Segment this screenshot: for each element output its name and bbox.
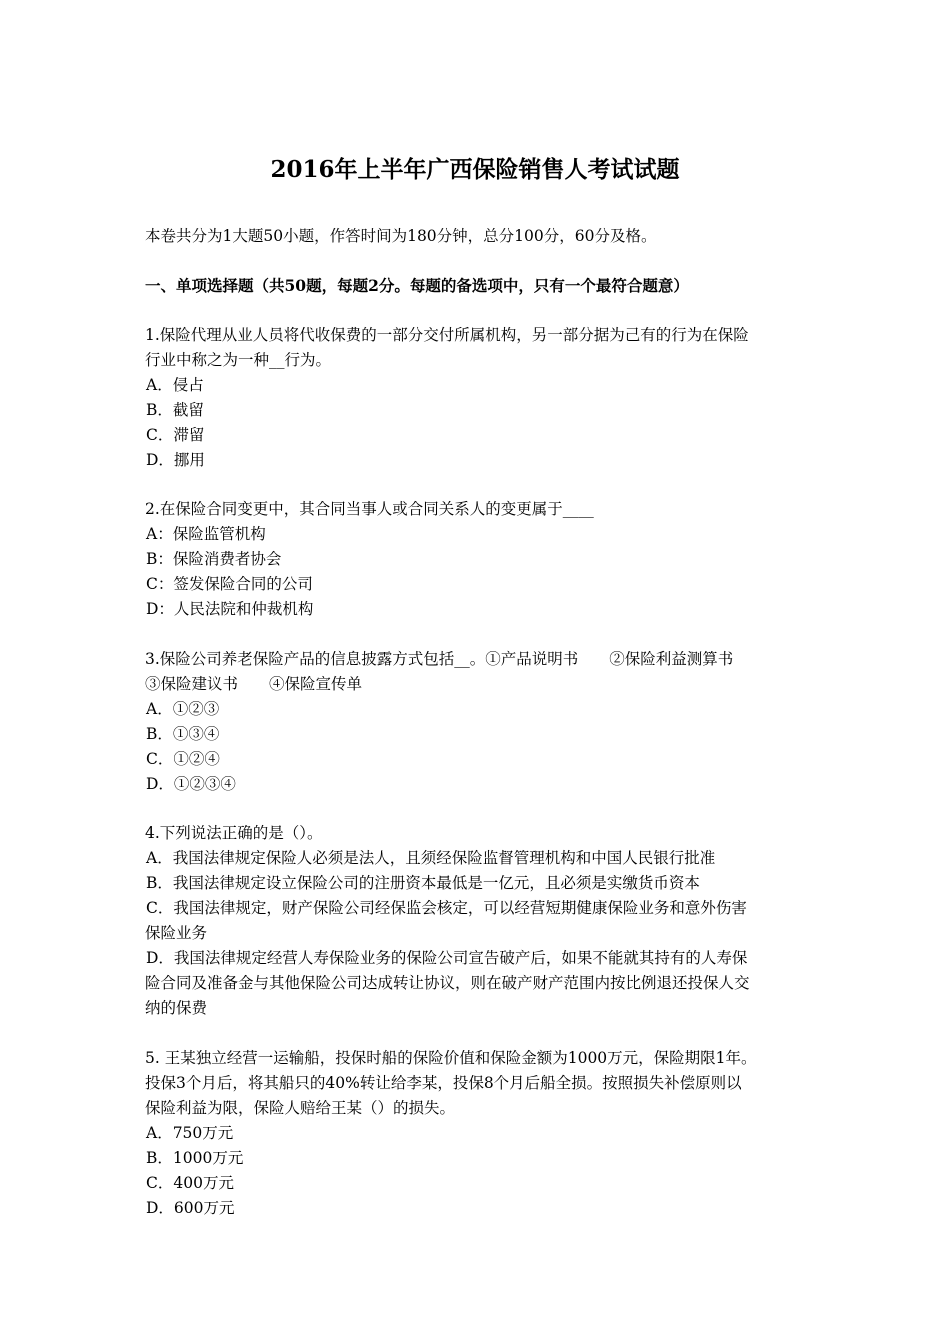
exam-intro: 本卷共分为1大题50小题，作答时间为180分钟，总分100分，60分及格。: [145, 227, 657, 245]
question-1-option-b: B．截留: [146, 401, 204, 419]
question-3-option-b: B．①③④: [146, 725, 220, 743]
question-1-line-2: 行业中称之为一种__行为。: [145, 351, 332, 369]
question-4-option-c: C．我国法律规定，财产保险公司经保监会核定，可以经营短期健康保险业务和意外伤害: [146, 899, 747, 917]
question-5-option-d: D．600万元: [146, 1199, 235, 1217]
question-5-line-1: 5. 王某独立经营一运输船，投保时船的保险价值和保险金额为1000万元，保险期限1年。: [145, 1049, 757, 1067]
question-2-option-c: C：签发保险合同的公司: [146, 575, 313, 593]
question-4-option-d: D．我国法律规定经营人寿保险业务的保险公司宣告破产后，如果不能就其持有的人寿保: [146, 949, 748, 967]
document-title: 2016年上半年广西保险销售人考试试题: [270, 156, 680, 183]
question-5-option-a: A．750万元: [146, 1124, 234, 1142]
question-1-option-a: A．侵占: [146, 376, 204, 394]
question-3-line-2: ③保险建议书 ④保险宣传单: [145, 675, 363, 693]
question-2-line-1: 2.在保险合同变更中，其合同当事人或合同关系人的变更属于____: [145, 500, 594, 518]
question-3-option-a: A．①②③: [146, 700, 220, 718]
question-4-option-d-cont-2: 纳的保费: [145, 999, 208, 1017]
question-2-option-b: B：保险消费者协会: [146, 550, 282, 568]
question-3-option-d: D．①②③④: [146, 775, 236, 793]
question-5-option-b: B．1000万元: [146, 1149, 244, 1167]
question-1-option-d: D．挪用: [146, 451, 205, 469]
question-1-line-1: 1.保险代理从业人员将代收保费的一部分交付所属机构，另一部分据为己有的行为在保险: [145, 326, 749, 344]
section-header: 一、单项选择题（共50题，每题2分。每题的备选项中，只有一个最符合题意）: [145, 276, 689, 295]
question-4-option-d-cont-1: 险合同及准备金与其他保险公司达成转让协议，则在破产财产范围内按比例退还投保人交: [145, 974, 750, 992]
question-5-option-c: C．400万元: [146, 1174, 234, 1192]
question-3-line-1: 3.保险公司养老保险产品的信息披露方式包括__。①产品说明书 ②保险利益测算书: [145, 650, 734, 668]
question-2-option-a: A：保险监管机构: [146, 525, 266, 543]
question-4-line-1: 4.下列说法正确的是（）。: [145, 824, 323, 842]
question-4-option-b: B．我国法律规定设立保险公司的注册资本最低是一亿元，且必须是实缴货币资本: [146, 874, 700, 892]
question-1-option-c: C．滞留: [146, 426, 205, 444]
question-4-option-a: A．我国法律规定保险人必须是法人，且须经保险监督管理机构和中国人民银行批准: [146, 849, 716, 867]
question-3-option-c: C．①②④: [146, 750, 220, 768]
question-4-option-c-cont: 保险业务: [145, 924, 208, 942]
question-5-line-2: 投保3个月后，将其船只的40%转让给李某，投保8个月后船全损。按照损失补偿原则以: [145, 1074, 742, 1092]
question-5-line-3: 保险利益为限，保险人赔给王某（）的损失。: [145, 1099, 456, 1117]
question-2-option-d: D：人民法院和仲裁机构: [146, 600, 314, 618]
